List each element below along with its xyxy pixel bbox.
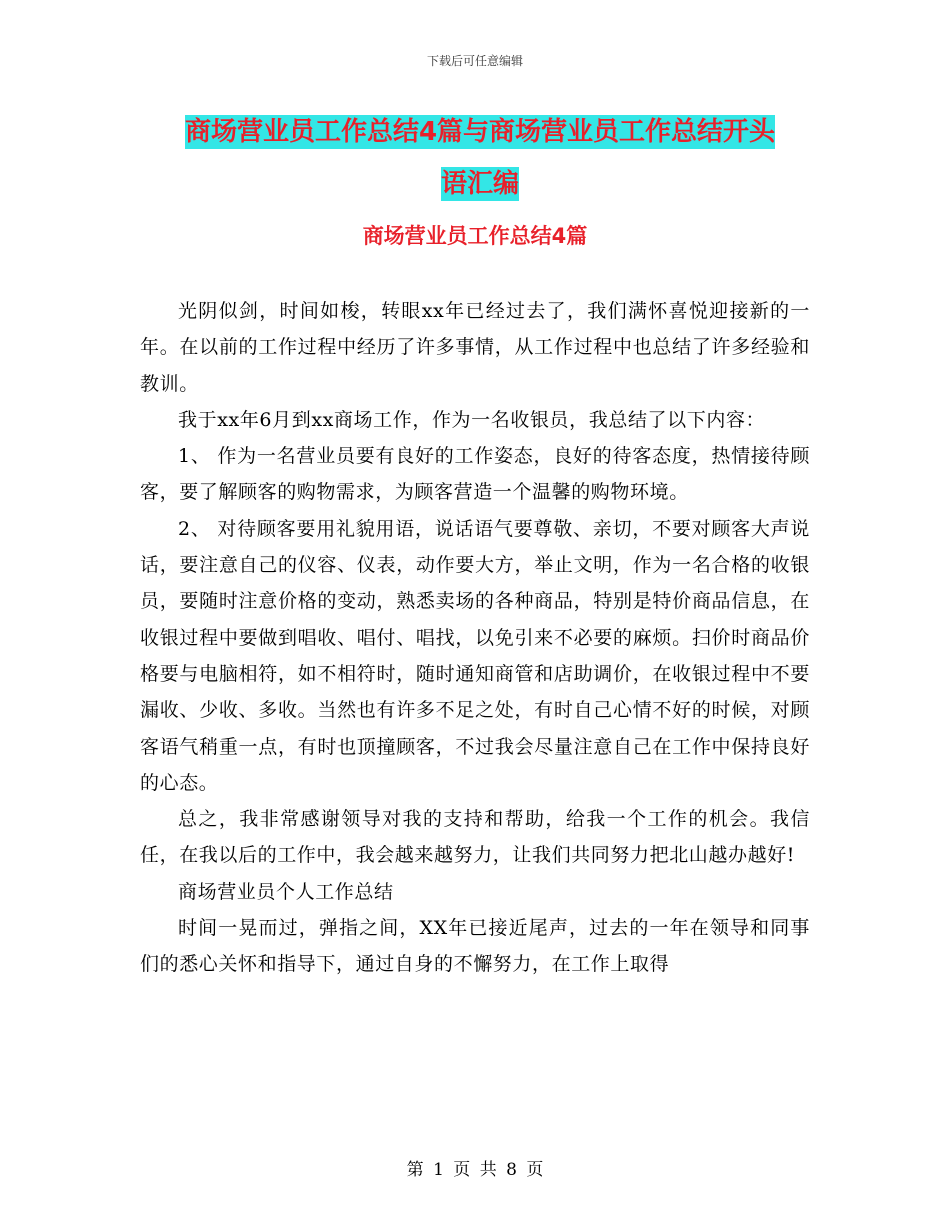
body-text [140,293,810,983]
paragraph: 我于xx年6月到xx商场工作，作为一名收银员，我总结了以下内容： [178,408,766,431]
title-line-1: 商场营业员工作总结4篇与商场营业员工作总结开头 [184,117,776,147]
paragraph: 总之，我非常感谢领导对我的支持和帮助，给我一个工作的机会。我信任，在我以后的工作中，我会越来越努力，让我们共同努力把北山越办越好! [140,808,810,867]
title-line-2: 语汇编 [440,169,519,199]
header-note: 下载后可任意编辑 [426,54,523,68]
paragraph: 商场营业员个人工作总结 [178,880,394,903]
section-subtitle: 商场营业员工作总结4篇 [362,224,588,248]
paragraph: 1、 作为一名营业员要有良好的工作姿态，良好的待客态度，热情接待顾客，要了解顾客的购物需求，为顾客营造一个温馨的购物环境。 [140,445,810,504]
paragraph: 光阴似剑，时间如梭，转眼xx年已经过去了，我们满怀喜悦迎接新的一年。在以前的工作过程中经历了许多事情，从工作过程中也总结了许多经验和教训。 [140,300,810,395]
page-footer: 第 1 页 共 8 页 [406,1160,544,1180]
document-title [140,106,820,210]
paragraph: 时间一晃而过，弹指之间，XX年已接近尾声，过去的一年在领导和同事们的悉心关怀和指导下，通过自身的不懈努力，在工作上取得 [140,917,810,976]
paragraph: 2、 对待顾客要用礼貌用语，说话语气要尊敬、亲切，不要对顾客大声说话，要注意自己的仪容、仪表，动作要大方，举止文明，作为一名合格的收银员，要随时注意价格的变动，熟悉卖场的各种商品，特别是特价商品信息，在收银过程中要做到唱收、唱付、唱找，以免引来不必要的麻烦。扫价时商品价格要与电脑相符，如不相符时，随时通知商管和店助调价，在收银过程中不要漏收、少收、多收。当然也有许多不足之处，有时自己心情不好的时候，对顾客语气稍重一点，有时也顶撞顾客，不过我会尽量注意自己在工作中保持良好的心态。 [140,517,810,794]
